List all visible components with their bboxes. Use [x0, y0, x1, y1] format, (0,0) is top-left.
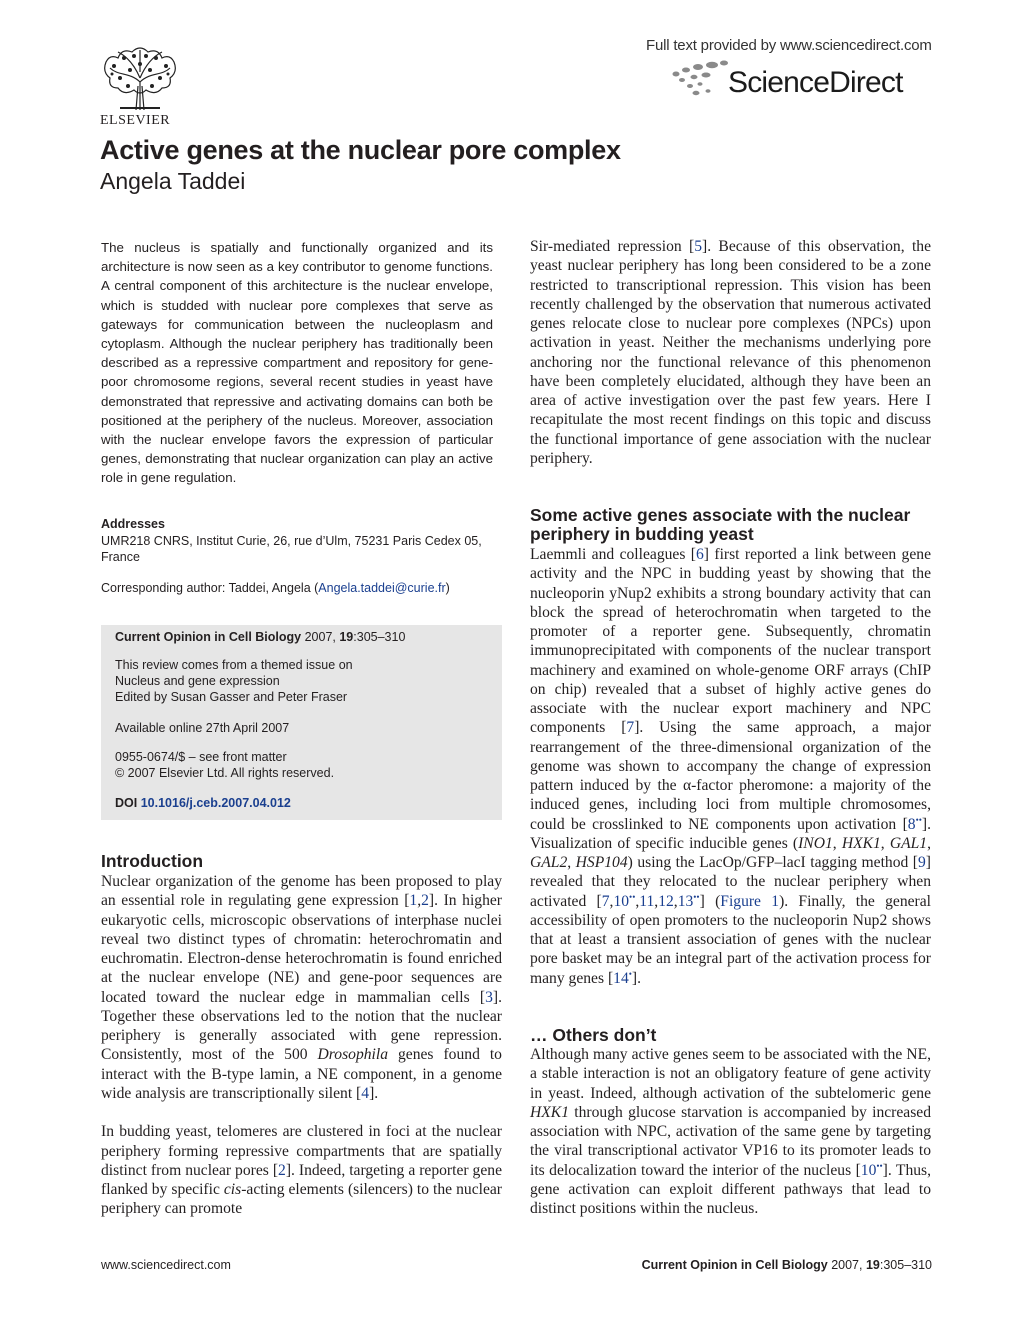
ref-link[interactable]: 1: [409, 892, 418, 910]
ref-link[interactable]: 7: [626, 719, 635, 737]
copyright-line: © 2007 Elsevier Ltd. All rights reserved.: [115, 766, 335, 780]
ref-link[interactable]: 4: [361, 1084, 370, 1102]
ref-link[interactable]: 6: [696, 546, 704, 563]
section-heading-others: … Others don’t: [530, 1025, 657, 1045]
corresponding-author: Corresponding author: Taddei, Angela (Angela.taddei@curie.fr): [101, 581, 450, 595]
issn-line: 0955-0674/$ – see front matter: [115, 750, 287, 764]
ref-link[interactable]: 11: [639, 892, 655, 910]
section-3-body: Although many active genes seem to be associated with the NE, a stable interaction is not an obligatory feature of gene activity in yeast. Indeed, although activation of the subtelomeric gene HXK1 through glucose starvation is accompanied by increased association with NPC, activation of the same gene by targeting the viral transcriptional activator VP16 to its promoter leads to its delocalization toward the interior of the nucleus [10••]. Thus, gene activation can exploit different pathways that lead to distinct positions within the nucleus.: [530, 1046, 931, 1217]
email-link[interactable]: Angela.taddei@curie.fr: [318, 581, 446, 595]
introduction-body: [101, 872, 502, 1219]
themed-issue-line: This review comes from a themed issue on: [115, 658, 353, 672]
abstract: The nucleus is spatially and functionally organized and its architecture is now seen as a key contributor to genome functions. A central component of this architecture is the nuclear envelope, which is studded with nuclear pore complexes that serve as gateways for communication between the nucleoplasm and cytoplasm. Although the nuclear periphery has traditionally been described as a repressive compartment and repository for gene-poor chromosome regions, several recent studies in yeast have demonstrated that repressive and activating domains can both be positioned at the periphery of the nucleus. Moreover, association with the nuclear envelope favors the expression of particular genes, demonstrating that nuclear organization can play an active role in gene regulation.: [101, 240, 493, 486]
sciencedirect-dots-icon: [668, 58, 730, 98]
intro-paragraph-1: Nuclear organization of the genome has been proposed to play an essential role in regulating gene expression [1,2]. In higher eukaryotic cells, microscopic observations of interphase nuclei reveal two distinct types of chromatin: heterochromatin and euchromatin. Electron-dense heterochromatin is found enriched at the nuclear envelope (NE) and gene-poor sequences are located toward the nuclear edge in mammalian cells [3]. Together these observations led to the notion that the nuclear periphery is generally associated with gene repression. Consistently, most of the 500 Drosophila genes found to interact with the B-type lamin, a NE component, in a genome wide analysis are transcriptionally silent [4].: [101, 873, 502, 1102]
editors-line: Edited by Susan Gasser and Peter Fraser: [115, 690, 348, 704]
publisher-wordmark: ELSEVIER: [100, 113, 171, 128]
doi-line: DOI 10.1016/j.ceb.2007.04.012: [115, 796, 291, 810]
footer-website[interactable]: www.sciencedirect.com: [101, 1258, 231, 1272]
ref-link[interactable]: 7: [601, 892, 610, 910]
article-info-box: [101, 625, 502, 820]
ref-link[interactable]: 10: [613, 892, 630, 910]
ref-link[interactable]: 8: [907, 815, 916, 833]
infobox-citation: Current Opinion in Cell Biology 2007, 19:305–310: [115, 630, 406, 644]
themed-issue-name: Nucleus and gene expression: [115, 674, 280, 688]
sciencedirect-logo-text[interactable]: ScienceDirect: [728, 66, 903, 99]
fulltext-notice: Full text provided by www.sciencedirect.com: [646, 37, 932, 54]
ref-link[interactable]: 9: [918, 854, 926, 871]
right-paragraph-1: Sir-mediated repression [5]. Because of this observation, the yeast nuclear periphery has long been considered to be a zone restricted to transcriptional repression. This vision has been recently challenged by the observation that numerous activated genes relocate close to nuclear pore complexes (NPCs) upon activation in yeast. Neither the mechanisms underlying pore anchoring nor the functional relevance of this phenomenon have been completely elucidated, although they have been an area of active investigation over the past few years. Here I recapitulate the most recent findings on this topic and discuss the functional importance of gene association with the nuclear periphery.: [530, 238, 931, 467]
addresses-text: UMR218 CNRS, Institut Curie, 26, rue d’Ulm, 75231 Paris Cedex 05, France: [101, 534, 482, 564]
article-author: Angela Taddei: [100, 168, 246, 194]
section-heading-active-genes: Some active genes associate with the nuclear periphery in budding yeast: [530, 505, 911, 544]
figure-link[interactable]: Figure 1: [720, 892, 780, 910]
addresses-heading: Addresses: [101, 517, 165, 531]
available-online: Available online 27th April 2007: [115, 721, 290, 735]
article-title: Active genes at the nuclear pore complex: [100, 135, 621, 165]
ref-link[interactable]: 3: [485, 988, 493, 1006]
ref-link[interactable]: 12: [658, 892, 674, 910]
ref-link[interactable]: 10: [860, 1161, 877, 1179]
ref-link[interactable]: 5: [694, 238, 702, 255]
ref-link[interactable]: 2: [278, 1161, 286, 1179]
intro-paragraph-2: In budding yeast, telomeres are clustered in foci at the nuclear periphery forming repressive compartments that are spatially distinct from nuclear pores [2]. Indeed, targeting a reporter gene flanked by specific cis-acting elements (silencers) to the nuclear periphery can promote: [101, 1123, 502, 1218]
introduction-heading: Introduction: [101, 851, 204, 871]
ref-link[interactable]: 14: [613, 969, 629, 987]
doi-link[interactable]: 10.1016/j.ceb.2007.04.012: [140, 796, 291, 810]
ref-link[interactable]: 2: [421, 892, 429, 910]
section-2-body: Laemmli and colleagues [6] first reported a link between gene activity and the NPC in budding yeast by showing that the nucleoporin yNup2 exhibits a strong boundary activity that can block the spread of heterochromatin when targeted to the promoter of a reporter gene. Subsequently, chromatin immunoprecipitated with components of the nuclear transport machinery and examined on whole-genome ORF arrays (ChIP on chip) revealed that a subset of highly active genes do associate with the nuclear export machinery and NPC components [7]. Using the same approach, a major rearrangement of the three-dimensional organization of the genome was shown to accompany the change of expression pattern induced by the α-factor pheromone: a majority of the induced genes, including loci from multiple chromosomes, could be crosslinked to NE components upon activation [8••]. Visualization of specific inducible genes (INO1, HXK1, GAL1, GAL2, HSP104) using the LacOp/GFP–lacI tagging method [9] revealed that they relocated to the nuclear periphery when activated [7,10••,11,12,13••] (Figure 1). Finally, the general accessibility of open promoters to the nucleoporin Nup2 shows that at least a transient association of genes with the nuclear pore basket may be an integral part of the activation process for many genes [14•].: [530, 546, 932, 987]
footer-citation: Current Opinion in Cell Biology 2007, 19:305–310: [641, 1258, 932, 1272]
ref-link[interactable]: 13: [677, 892, 694, 910]
